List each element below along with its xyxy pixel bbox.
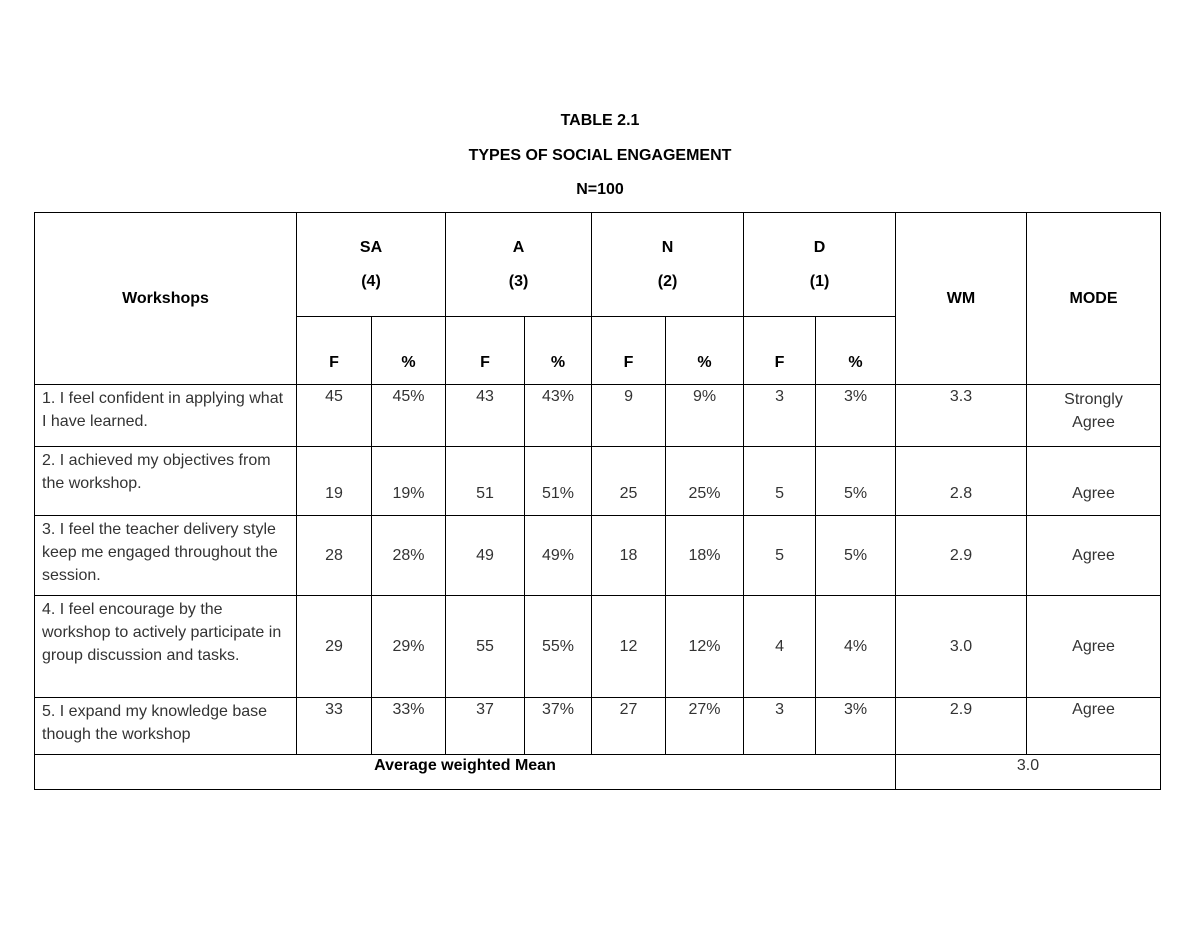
cell-sa-f: 28 <box>297 516 372 596</box>
table-number: TABLE 2.1 <box>560 112 640 129</box>
sub-header-pct: % <box>816 317 896 385</box>
cell-wm: 3.3 <box>896 385 1027 447</box>
sub-header-f: F <box>592 317 666 385</box>
cell-d-f: 3 <box>744 385 816 447</box>
cell-a-f: 55 <box>446 596 525 698</box>
cell-d-pct: 4% <box>816 596 896 698</box>
cell-mode: Agree <box>1027 516 1161 596</box>
cell-a-f: 51 <box>446 447 525 516</box>
table-row <box>35 447 1161 516</box>
cell-a-pct: 55% <box>525 596 592 698</box>
group-header-sa: SA (4) <box>297 213 446 317</box>
sub-header-pct: % <box>372 317 446 385</box>
cell-wm: 3.0 <box>896 596 1027 698</box>
header-row <box>35 213 1161 317</box>
group-header-d: D (1) <box>744 213 896 317</box>
cell-d-pct: 5% <box>816 516 896 596</box>
cell-d-pct: 5% <box>816 447 896 516</box>
table-row <box>35 385 1161 447</box>
cell-n-f: 18 <box>592 516 666 596</box>
sub-header-f: F <box>744 317 816 385</box>
wm-header: WM <box>896 213 1027 385</box>
cell-d-pct: 3% <box>816 698 896 755</box>
cell-n-pct: 12% <box>666 596 744 698</box>
cell-n-pct: 27% <box>666 698 744 755</box>
cell-wm: 2.9 <box>896 698 1027 755</box>
sub-header-pct: % <box>525 317 592 385</box>
cell-sa-pct: 33% <box>372 698 446 755</box>
group-header-n: N (2) <box>592 213 744 317</box>
sub-header-f: F <box>446 317 525 385</box>
workshops-header: Workshops <box>35 213 297 385</box>
row-label: 4. I feel encourage by the workshop to actively participate in group discussion and tasks. <box>35 596 297 698</box>
cell-sa-f: 45 <box>297 385 372 447</box>
average-weighted-mean-value: 3.0 <box>896 755 1161 790</box>
sample-size: N=100 <box>576 181 624 198</box>
sub-header-pct: % <box>666 317 744 385</box>
cell-sa-pct: 28% <box>372 516 446 596</box>
mode-header: MODE <box>1027 213 1161 385</box>
cell-a-pct: 49% <box>525 516 592 596</box>
cell-sa-pct: 19% <box>372 447 446 516</box>
cell-sa-pct: 29% <box>372 596 446 698</box>
cell-n-pct: 9% <box>666 385 744 447</box>
cell-n-pct: 25% <box>666 447 744 516</box>
cell-sa-f: 19 <box>297 447 372 516</box>
cell-d-pct: 3% <box>816 385 896 447</box>
cell-sa-f: 29 <box>297 596 372 698</box>
cell-d-f: 5 <box>744 516 816 596</box>
cell-n-f: 27 <box>592 698 666 755</box>
cell-d-f: 4 <box>744 596 816 698</box>
cell-a-f: 43 <box>446 385 525 447</box>
table-row <box>35 698 1161 755</box>
row-label: 3. I feel the teacher delivery style keep me engaged throughout the session. <box>35 516 297 596</box>
table-row <box>35 596 1161 698</box>
cell-n-f: 12 <box>592 596 666 698</box>
cell-a-f: 49 <box>446 516 525 596</box>
cell-sa-pct: 45% <box>372 385 446 447</box>
row-label: 2. I achieved my objectives from the workshop. <box>35 447 297 516</box>
cell-a-pct: 43% <box>525 385 592 447</box>
table-title: TYPES OF SOCIAL ENGAGEMENT <box>468 147 732 164</box>
survey-results-table <box>34 212 1161 790</box>
row-label: 1. I feel confident in applying what I have learned. <box>35 385 297 447</box>
cell-n-f: 25 <box>592 447 666 516</box>
table-row <box>35 516 1161 596</box>
footer-row <box>35 755 1161 790</box>
cell-wm: 2.9 <box>896 516 1027 596</box>
cell-n-f: 9 <box>592 385 666 447</box>
sub-header-f: F <box>297 317 372 385</box>
cell-d-f: 3 <box>744 698 816 755</box>
cell-a-pct: 51% <box>525 447 592 516</box>
cell-mode: Agree <box>1027 447 1161 516</box>
cell-a-pct: 37% <box>525 698 592 755</box>
cell-sa-f: 33 <box>297 698 372 755</box>
cell-d-f: 5 <box>744 447 816 516</box>
cell-mode: Agree <box>1027 596 1161 698</box>
cell-wm: 2.8 <box>896 447 1027 516</box>
average-weighted-mean-label: Average weighted Mean <box>35 755 896 790</box>
cell-a-f: 37 <box>446 698 525 755</box>
cell-n-pct: 18% <box>666 516 744 596</box>
group-header-a: A (3) <box>446 213 592 317</box>
row-label: 5. I expand my knowledge base though the workshop <box>35 698 297 755</box>
cell-mode: Strongly Agree <box>1027 385 1161 447</box>
cell-mode: Agree <box>1027 698 1161 755</box>
